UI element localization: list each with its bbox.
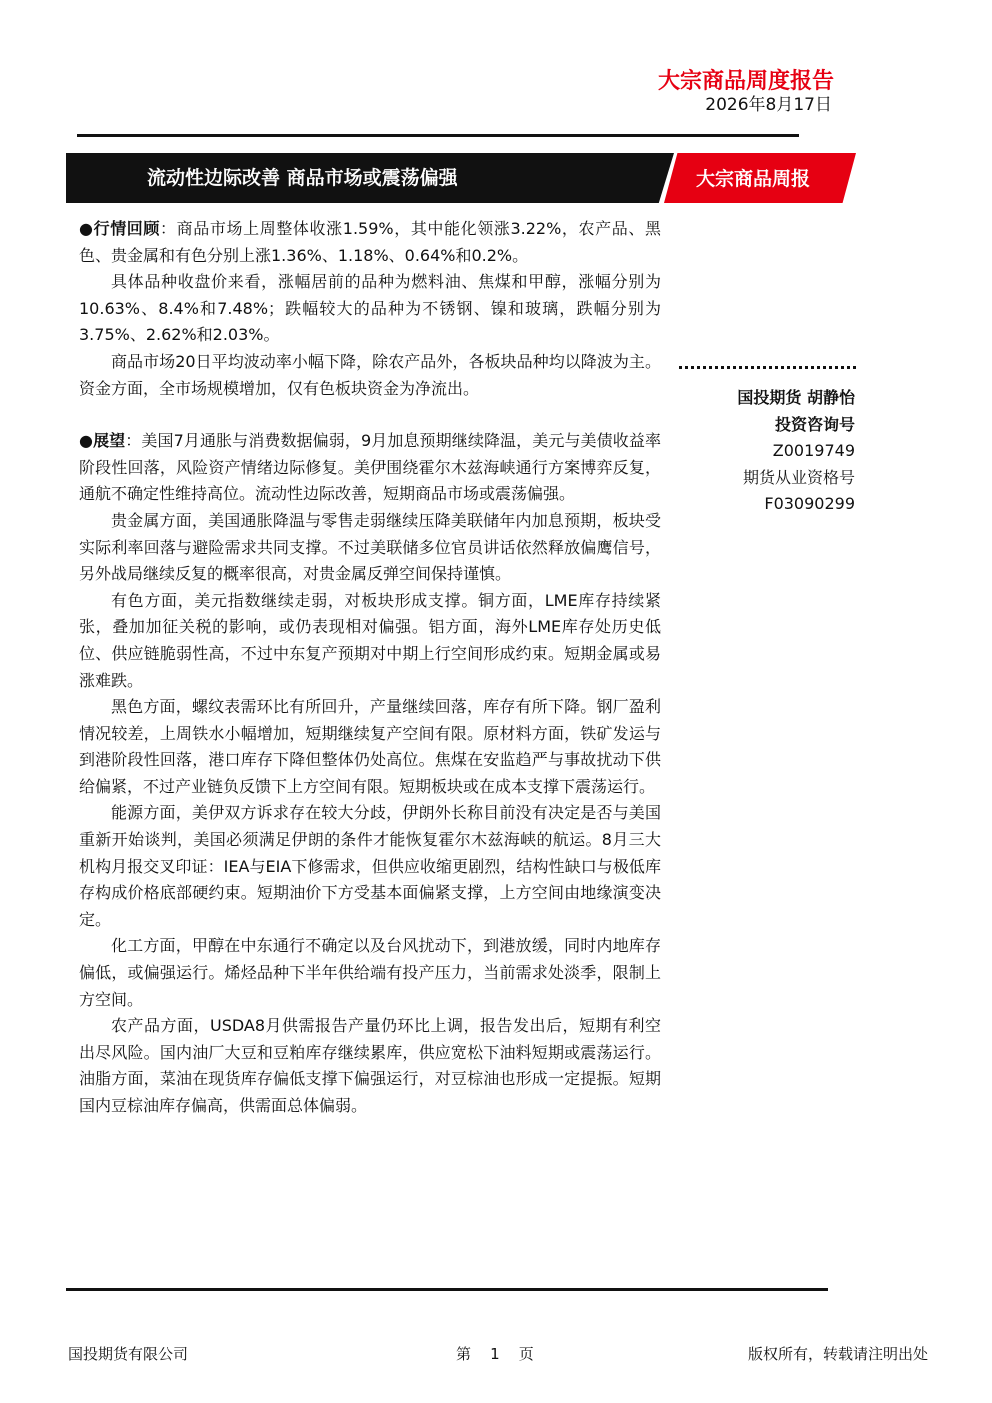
consult-number: Z0019749 bbox=[772, 441, 855, 461]
review-paragraph-3: 商品市场20日平均波动率小幅下降，除农产品外，各板块品种均以降波为主。资金方面，全市场规模增加，仅有色板块资金为净流出。 bbox=[79, 351, 661, 398]
review-colon: ： bbox=[160, 219, 177, 238]
bullet-icon: ● bbox=[79, 431, 94, 451]
consult-label: 投资咨询号 bbox=[774, 414, 855, 434]
energy-paragraph: 能源方面，美伊双方诉求存在较大分歧，伊朗外长称目前没有决定是否与美国重新开始谈判，美国必须满足伊朗的条件才能恢复霍尔木兹海峡的航运。8月三大机构月报交叉印证：IEA与EIA下修需求，但供应收缩更剧烈，结构性缺口与极低库存构成价格底部硬约束。短期油价下方受基本面偏紧支撑，上方空间由地缘演变决定。 bbox=[79, 803, 661, 929]
chemicals-paragraph: 化工方面，甲醇在中东通行不确定以及台风扰动下，到港放缓，同时内地库存偏低，或偏强运行。烯烃品种下半年供给端有投产压力，当前需求处淡季，限制上方空间。 bbox=[79, 936, 661, 1009]
category-label: 大宗商品周报 bbox=[696, 168, 811, 190]
agriculture-paragraph: 农产品方面，USDA8月供需报告产量仍环比上调，报告发出后，短期有利空出尽风险。国内油厂大豆和豆粕库存继续累库，供应宽松下油料短期或震荡运行。油脂方面，菜油在现货库存偏低支撑下偏强运行，对豆棕油也形成一定提振。短期国内豆棕油库存偏高，供需面总体偏弱。 bbox=[79, 1016, 661, 1115]
review-heading: 行情回顾 bbox=[93, 219, 161, 238]
footer-company: 国投期货有限公司 bbox=[68, 1345, 189, 1363]
sidebar-divider bbox=[679, 366, 856, 369]
review-text: 商品市场上周整体收涨1.59%，其中能化领涨3.22%，农产品、黑色、贵金属和有色分别上涨1.36%、1.18%、0.64%和0.2%。 bbox=[79, 219, 661, 265]
outlook-heading: 展望 bbox=[93, 431, 126, 451]
bullet-icon: ● bbox=[79, 219, 94, 238]
review-paragraph-2: 具体品种收盘价来看，涨幅居前的品种为燃料油、焦煤和甲醇，涨幅分别为10.63%、8.4%和7.48%；跌幅较大的品种为不锈钢、镍和玻璃，跌幅分别为3.75%、2.62%和2.03%。 bbox=[79, 272, 661, 345]
banner-title: 流动性边际改善 商品市场或震荡偏强 bbox=[147, 167, 458, 189]
qualification-number: F03090299 bbox=[764, 494, 855, 514]
review-paragraph-1 bbox=[79, 216, 661, 269]
precious-metals-paragraph: 贵金属方面，美国通胀降温与零售走弱继续压降美联储年内加息预期，板块受实际利率回落与避险需求共同支撑。不过美联储多位官员讲话依然释放偏鹰信号，另外战局继续反复的概率很高，对贵金属反弹空间保持谨慎。 bbox=[79, 510, 661, 584]
analyst-info bbox=[737, 385, 855, 518]
ferrous-paragraph: 黑色方面，螺纹表需环比有所回升，产量继续回落，库存有所下降。钢厂盈利情况较差，上周铁水小幅增加，短期继续复产空间有限。原材料方面，铁矿发运与到港阶段性回落，港口库存下降但整体仍处高位。焦煤在安监趋严与事故扰动下供给偏紧，不过产业链负反馈下上方空间有限。短期板块或在成本支撑下震荡运行。 bbox=[79, 697, 661, 796]
bottom-divider bbox=[66, 1288, 828, 1291]
page-number: 第 1 页 bbox=[456, 1345, 534, 1363]
outlook-colon: ： bbox=[125, 431, 142, 451]
outlook-text: 美国7月通胀与消费数据偏弱，9月加息预期继续降温，美元与美债收益率阶段性回落，风险资产情绪边际修复。美伊围绕霍尔木兹海峡通行方案博弈反复，通航不确定性维持高位。流动性边际改善，短期商品市场或震荡偏强。 bbox=[79, 431, 661, 504]
company-author: 国投期货 胡静怡 bbox=[737, 388, 855, 407]
qualification-label: 期货从业资格号 bbox=[742, 467, 855, 487]
section-gap bbox=[79, 402, 661, 428]
footer-copyright: 版权所有，转载请注明出处 bbox=[747, 1345, 928, 1363]
outlook-paragraph-1 bbox=[79, 428, 661, 508]
top-divider bbox=[77, 134, 799, 137]
main-content bbox=[79, 216, 661, 1120]
report-title: 大宗商品周度报告 bbox=[657, 69, 834, 94]
report-date: 2026年8月17日 bbox=[705, 95, 832, 115]
nonferrous-paragraph: 有色方面，美元指数继续走弱，对板块形成支撑。铜方面，LME库存持续紧张，叠加加征关税的影响，或仍表现相对偏强。铝方面，海外LME库存处历史低位、供应链脆弱性高，不过中东复产预期对中期上行空间形成约束。短期金属或易涨难跌。 bbox=[79, 590, 661, 690]
